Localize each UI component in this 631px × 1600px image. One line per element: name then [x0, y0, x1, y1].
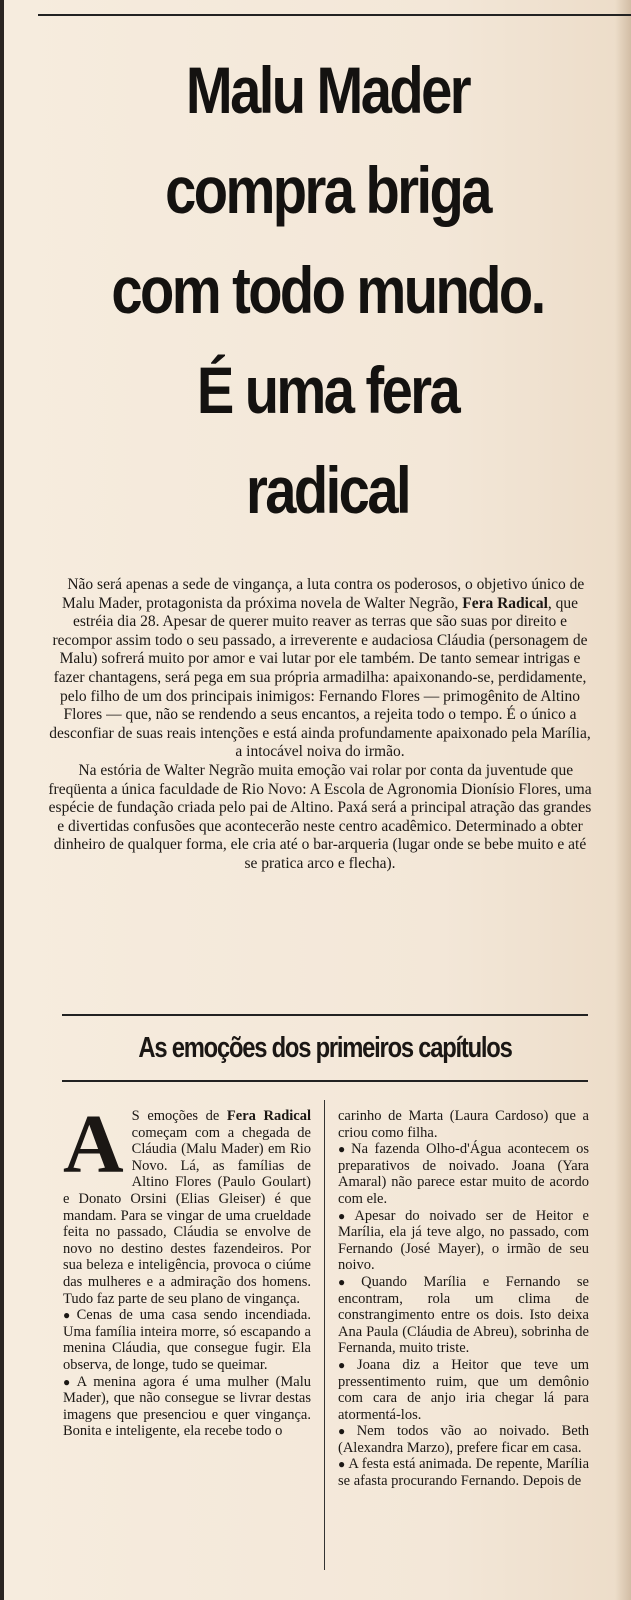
bullet-dot-icon: ● — [338, 1357, 354, 1372]
bullet-dot-icon: ● — [338, 1457, 346, 1472]
bullet-dot-icon: ● — [338, 1208, 352, 1223]
show-title: Fera Radical — [462, 594, 548, 612]
body-text: S emoções de — [131, 1108, 227, 1124]
bullet-dot-icon: ● — [338, 1424, 354, 1439]
section-title: As emoções dos primeiros capítulos — [138, 1032, 512, 1064]
top-rule — [38, 14, 631, 16]
bullet-item — [63, 1374, 311, 1440]
body-text: Cenas de uma casa sendo incendiada. Uma família inteira morre, só escapando a menina Cláudia, que consegue fugir. Ela observa, de longe, tudo se queimar. — [63, 1307, 311, 1373]
body-text: Joana diz a Heitor que teve um pressentimento ruim, que um demônio com cara de anjo iria chegar lá para atormentá-los. — [338, 1356, 590, 1423]
bullet-item — [338, 1208, 589, 1274]
body-column-right — [338, 1108, 589, 1490]
body-text: A menina agora é uma mulher (Malu Mader), que não consegue se livrar destas imagens que presenciou e quer vingança. Bonita e inteligente, ela recebe todo o — [63, 1373, 312, 1440]
body-text: Na fazenda Olho-d'Água acontecem os preparativos de noivado. Joana (Yara Amaral) não parece estar muito de acordo com ele. — [338, 1141, 589, 1207]
bullet-dot-icon: ● — [63, 1308, 74, 1323]
continued-text: carinho de Marta (Laura Cardoso) que a criou como filha. — [338, 1108, 589, 1141]
bullet-item — [338, 1357, 589, 1423]
body-text: começam com a chegada de Cláudia (Malu Mader) em Rio Novo. Lá, as famílias de Altino Flores (Paulo Goulart) e Donato Orsini (Elias Gleiser) é que mandam. Para se vingar de uma crueldade feita no passado, Cláudia se envolve de novo no destino destes fazendeiros. Por sua beleza e inteligência, provoca o ciúme das mulheres e a admiração dos homens. Tudo faz parte de seu plano de vingança. — [63, 1124, 311, 1307]
page-fold-shadow — [615, 0, 631, 1600]
lede-paragraph-2 — [46, 762, 594, 874]
bullet-dot-icon: ● — [338, 1142, 349, 1157]
section-rule-top — [62, 1014, 588, 1016]
body-text: Nem todos vão ao noivado. Beth (Alexandra Marzo), prefere ficar em casa. — [338, 1423, 589, 1456]
show-title: Fera Radical — [226, 1108, 311, 1124]
headline — [75, 40, 581, 540]
column-divider — [324, 1100, 325, 1570]
drop-cap: A — [63, 1098, 124, 1191]
intro-paragraph — [63, 1098, 311, 1307]
body-text: Quando Marília e Fernando se encontram, rola um clima de constrangimento entre os dois. Isto deixa Ana Paula (Cláudia de Abreu), sobrinha de Fernanda, muito triste. — [338, 1273, 589, 1357]
bullet-item — [63, 1307, 311, 1373]
headline-line: compra briga — [165, 153, 490, 227]
headline-line: É uma fera — [196, 353, 459, 427]
headline-line: com todo mundo. — [111, 253, 544, 327]
lede-text: Na estória de Walter Negrão muita emoção vai rolar por conta da juventude que freqüenta a única faculdade de Rio Novo: A Escola de Agronomia Dionísio Flores, uma espécie de fundação criada pelo pai de Altino. Paxá será a principal atração das grandes e divertidas confusões que acontecerão neste centro acadêmico. Determinado a obter dinheiro de qualquer forma, ele cria até o bar-arqueria (lugar onde se bebe muito e até se pratica arco e flecha). — [48, 761, 592, 872]
bullet-item — [338, 1423, 589, 1456]
bullet-item — [338, 1456, 589, 1489]
body-text: A festa está animada. De repente, Marília se afasta procurando Fernando. Depois de — [338, 1456, 590, 1490]
lede-text: , que estréia dia 28. Apesar de querer muito reaver as terras que são suas por direito e recompor assim todo o seu passado, a irreverente e audaciosa Cláudia (personagem de Malu) sofrerá muito por amor e vai lutar por ele também. De tanto semear intrigas e fazer chantagens, será pega em sua própria armadilha: apaixonando-se, perdidamente, pelo filho de um dos principais inimigos: Fernando Flores — primogênito de Altino Flores — que, não se rendendo a seus encantos, a rejeita todo o tempo. É o único a desconfiar de suas reais intenções e está ainda profundamente apaixonado pela Marília, a intocável noiva do irmão. — [49, 594, 591, 761]
body-text: Apesar do noivado ser de Heitor e Marília, ela já teve algo, no passado, com Fernando (José Mayer), o irmão de seu noivo. — [338, 1207, 589, 1274]
body-column-left — [63, 1098, 312, 1440]
lede-paragraph-1 — [46, 576, 594, 762]
bullet-dot-icon: ● — [63, 1374, 74, 1389]
bullet-item — [338, 1141, 589, 1207]
section-rule-bottom — [62, 1080, 588, 1082]
bullet-dot-icon: ● — [338, 1274, 359, 1289]
bullet-item — [338, 1274, 589, 1357]
page-left-edge — [0, 0, 4, 1600]
headline-line: radical — [245, 453, 410, 527]
lede — [46, 576, 594, 874]
headline-line: Malu Mader — [185, 53, 470, 127]
lede-text: Não será apenas a sede de vingança, a luta contra os poderosos, o objetivo único de Malu Mader, protagonista da próxima novela de Walter Negrão, — [61, 576, 585, 612]
